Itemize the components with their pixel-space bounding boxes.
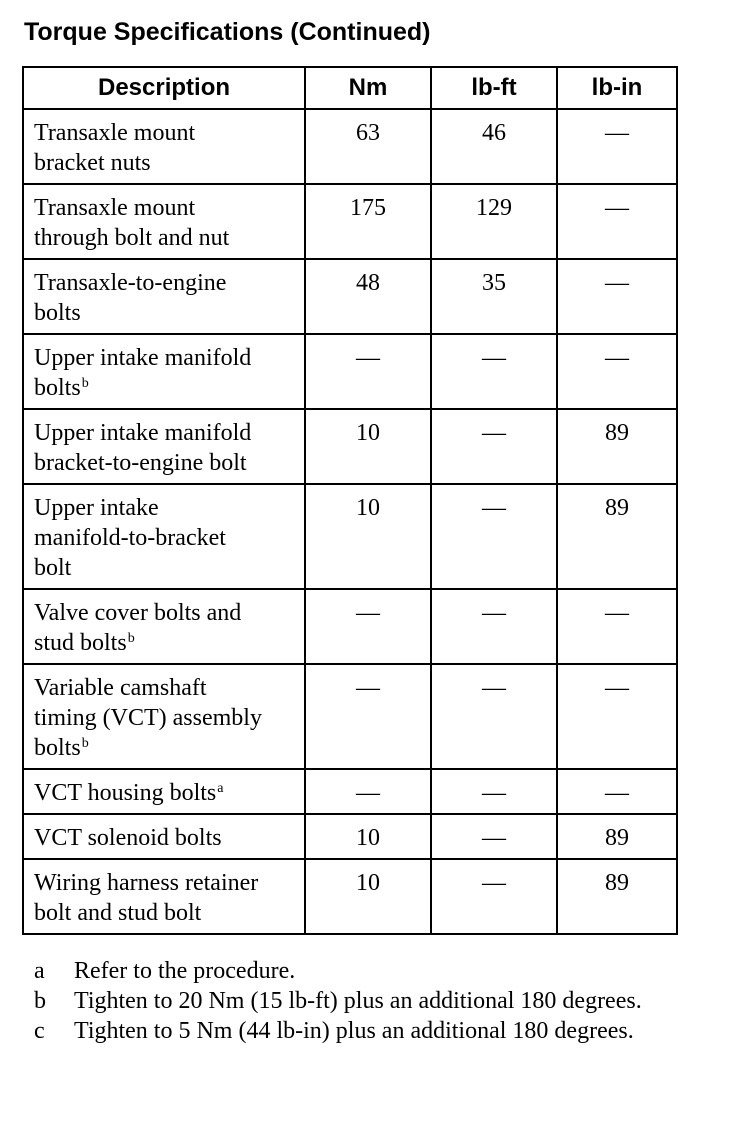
description-line: Transaxle mount bbox=[34, 120, 196, 146]
table-header-row bbox=[23, 67, 677, 109]
header-nm: Nm bbox=[305, 67, 431, 109]
lbin-cell: 89 bbox=[557, 814, 677, 859]
header-description: Description bbox=[23, 67, 305, 109]
table-row bbox=[23, 769, 677, 814]
table-row bbox=[23, 589, 677, 664]
description-line: bolt and stud bolt bbox=[34, 900, 202, 926]
lbft-cell: — bbox=[431, 664, 557, 769]
header-lbin: lb-in bbox=[557, 67, 677, 109]
footnote-letter: b bbox=[34, 988, 46, 1014]
page-title: Torque Specifications (Continued) bbox=[24, 18, 431, 46]
lbft-cell: 35 bbox=[431, 259, 557, 334]
lbft-cell: — bbox=[431, 769, 557, 814]
table-row bbox=[23, 859, 677, 934]
footnote-marker: b bbox=[81, 376, 89, 391]
lbin-cell: 89 bbox=[557, 859, 677, 934]
description-line: Transaxle-to-engine bbox=[34, 270, 227, 296]
table-row bbox=[23, 409, 677, 484]
description-cell bbox=[23, 334, 305, 409]
footnote-marker: b bbox=[81, 736, 89, 751]
lbin-cell: — bbox=[557, 184, 677, 259]
footnote-text: Tighten to 20 Nm (15 lb-ft) plus an additional 180 degrees. bbox=[74, 988, 642, 1014]
description-cell bbox=[23, 184, 305, 259]
description-line: bolt bbox=[34, 555, 72, 581]
description-cell bbox=[23, 769, 305, 814]
footnote-letter: c bbox=[34, 1018, 45, 1044]
description-line: Valve cover bolts and bbox=[34, 600, 242, 626]
footnote-item bbox=[34, 1016, 674, 1046]
description-line: stud bolts bbox=[34, 630, 127, 656]
table-body bbox=[23, 109, 677, 934]
lbin-cell: — bbox=[557, 589, 677, 664]
table-row bbox=[23, 259, 677, 334]
lbft-cell: 129 bbox=[431, 184, 557, 259]
lbin-cell: — bbox=[557, 334, 677, 409]
lbin-cell: — bbox=[557, 109, 677, 184]
description-cell bbox=[23, 484, 305, 589]
lbft-cell: — bbox=[431, 409, 557, 484]
footnotes bbox=[34, 956, 674, 1046]
description-cell bbox=[23, 259, 305, 334]
lbin-cell: — bbox=[557, 769, 677, 814]
description-line: VCT solenoid bolts bbox=[34, 825, 222, 851]
footnote-item bbox=[34, 956, 674, 986]
footnote-marker: b bbox=[127, 631, 135, 646]
description-cell bbox=[23, 664, 305, 769]
torque-spec-table bbox=[22, 66, 678, 935]
footnote-letter: a bbox=[34, 958, 45, 984]
lbin-cell: 89 bbox=[557, 484, 677, 589]
nm-cell: 175 bbox=[305, 184, 431, 259]
description-line: bracket-to-engine bolt bbox=[34, 450, 247, 476]
table-row bbox=[23, 184, 677, 259]
lbin-cell: — bbox=[557, 664, 677, 769]
description-cell bbox=[23, 859, 305, 934]
table-row bbox=[23, 664, 677, 769]
lbft-cell: — bbox=[431, 859, 557, 934]
lbin-cell: 89 bbox=[557, 409, 677, 484]
description-line: bolts bbox=[34, 375, 81, 401]
nm-cell: — bbox=[305, 769, 431, 814]
description-line: bolts bbox=[34, 735, 81, 761]
description-line: Transaxle mount bbox=[34, 195, 196, 221]
lbft-cell: 46 bbox=[431, 109, 557, 184]
description-line: through bolt and nut bbox=[34, 225, 230, 251]
nm-cell: — bbox=[305, 334, 431, 409]
description-cell bbox=[23, 109, 305, 184]
footnote-text: Refer to the procedure. bbox=[74, 958, 296, 984]
nm-cell: — bbox=[305, 589, 431, 664]
description-cell bbox=[23, 814, 305, 859]
description-cell bbox=[23, 409, 305, 484]
footnote-text: Tighten to 5 Nm (44 lb-in) plus an additional 180 degrees. bbox=[74, 1018, 634, 1044]
nm-cell: 10 bbox=[305, 859, 431, 934]
description-line: Wiring harness retainer bbox=[34, 870, 259, 896]
table-row bbox=[23, 334, 677, 409]
nm-cell: 63 bbox=[305, 109, 431, 184]
nm-cell: 10 bbox=[305, 814, 431, 859]
description-line: VCT housing bolts bbox=[34, 780, 217, 806]
lbft-cell: — bbox=[431, 484, 557, 589]
description-line: bolts bbox=[34, 300, 81, 326]
description-line: timing (VCT) assembly bbox=[34, 705, 262, 731]
nm-cell: 10 bbox=[305, 484, 431, 589]
table-row bbox=[23, 484, 677, 589]
nm-cell: — bbox=[305, 664, 431, 769]
lbft-cell: — bbox=[431, 334, 557, 409]
table-row bbox=[23, 814, 677, 859]
table-row bbox=[23, 109, 677, 184]
description-line: Variable camshaft bbox=[34, 675, 207, 701]
footnote-item bbox=[34, 986, 674, 1016]
nm-cell: 10 bbox=[305, 409, 431, 484]
description-line: manifold-to-bracket bbox=[34, 525, 226, 551]
description-line: Upper intake bbox=[34, 495, 159, 521]
lbin-cell: — bbox=[557, 259, 677, 334]
description-line: Upper intake manifold bbox=[34, 345, 252, 371]
lbft-cell: — bbox=[431, 589, 557, 664]
lbft-cell: — bbox=[431, 814, 557, 859]
nm-cell: 48 bbox=[305, 259, 431, 334]
description-line: bracket nuts bbox=[34, 150, 151, 176]
footnote-marker: a bbox=[217, 781, 224, 796]
header-lbft: lb-ft bbox=[431, 67, 557, 109]
description-cell bbox=[23, 589, 305, 664]
description-line: Upper intake manifold bbox=[34, 420, 252, 446]
